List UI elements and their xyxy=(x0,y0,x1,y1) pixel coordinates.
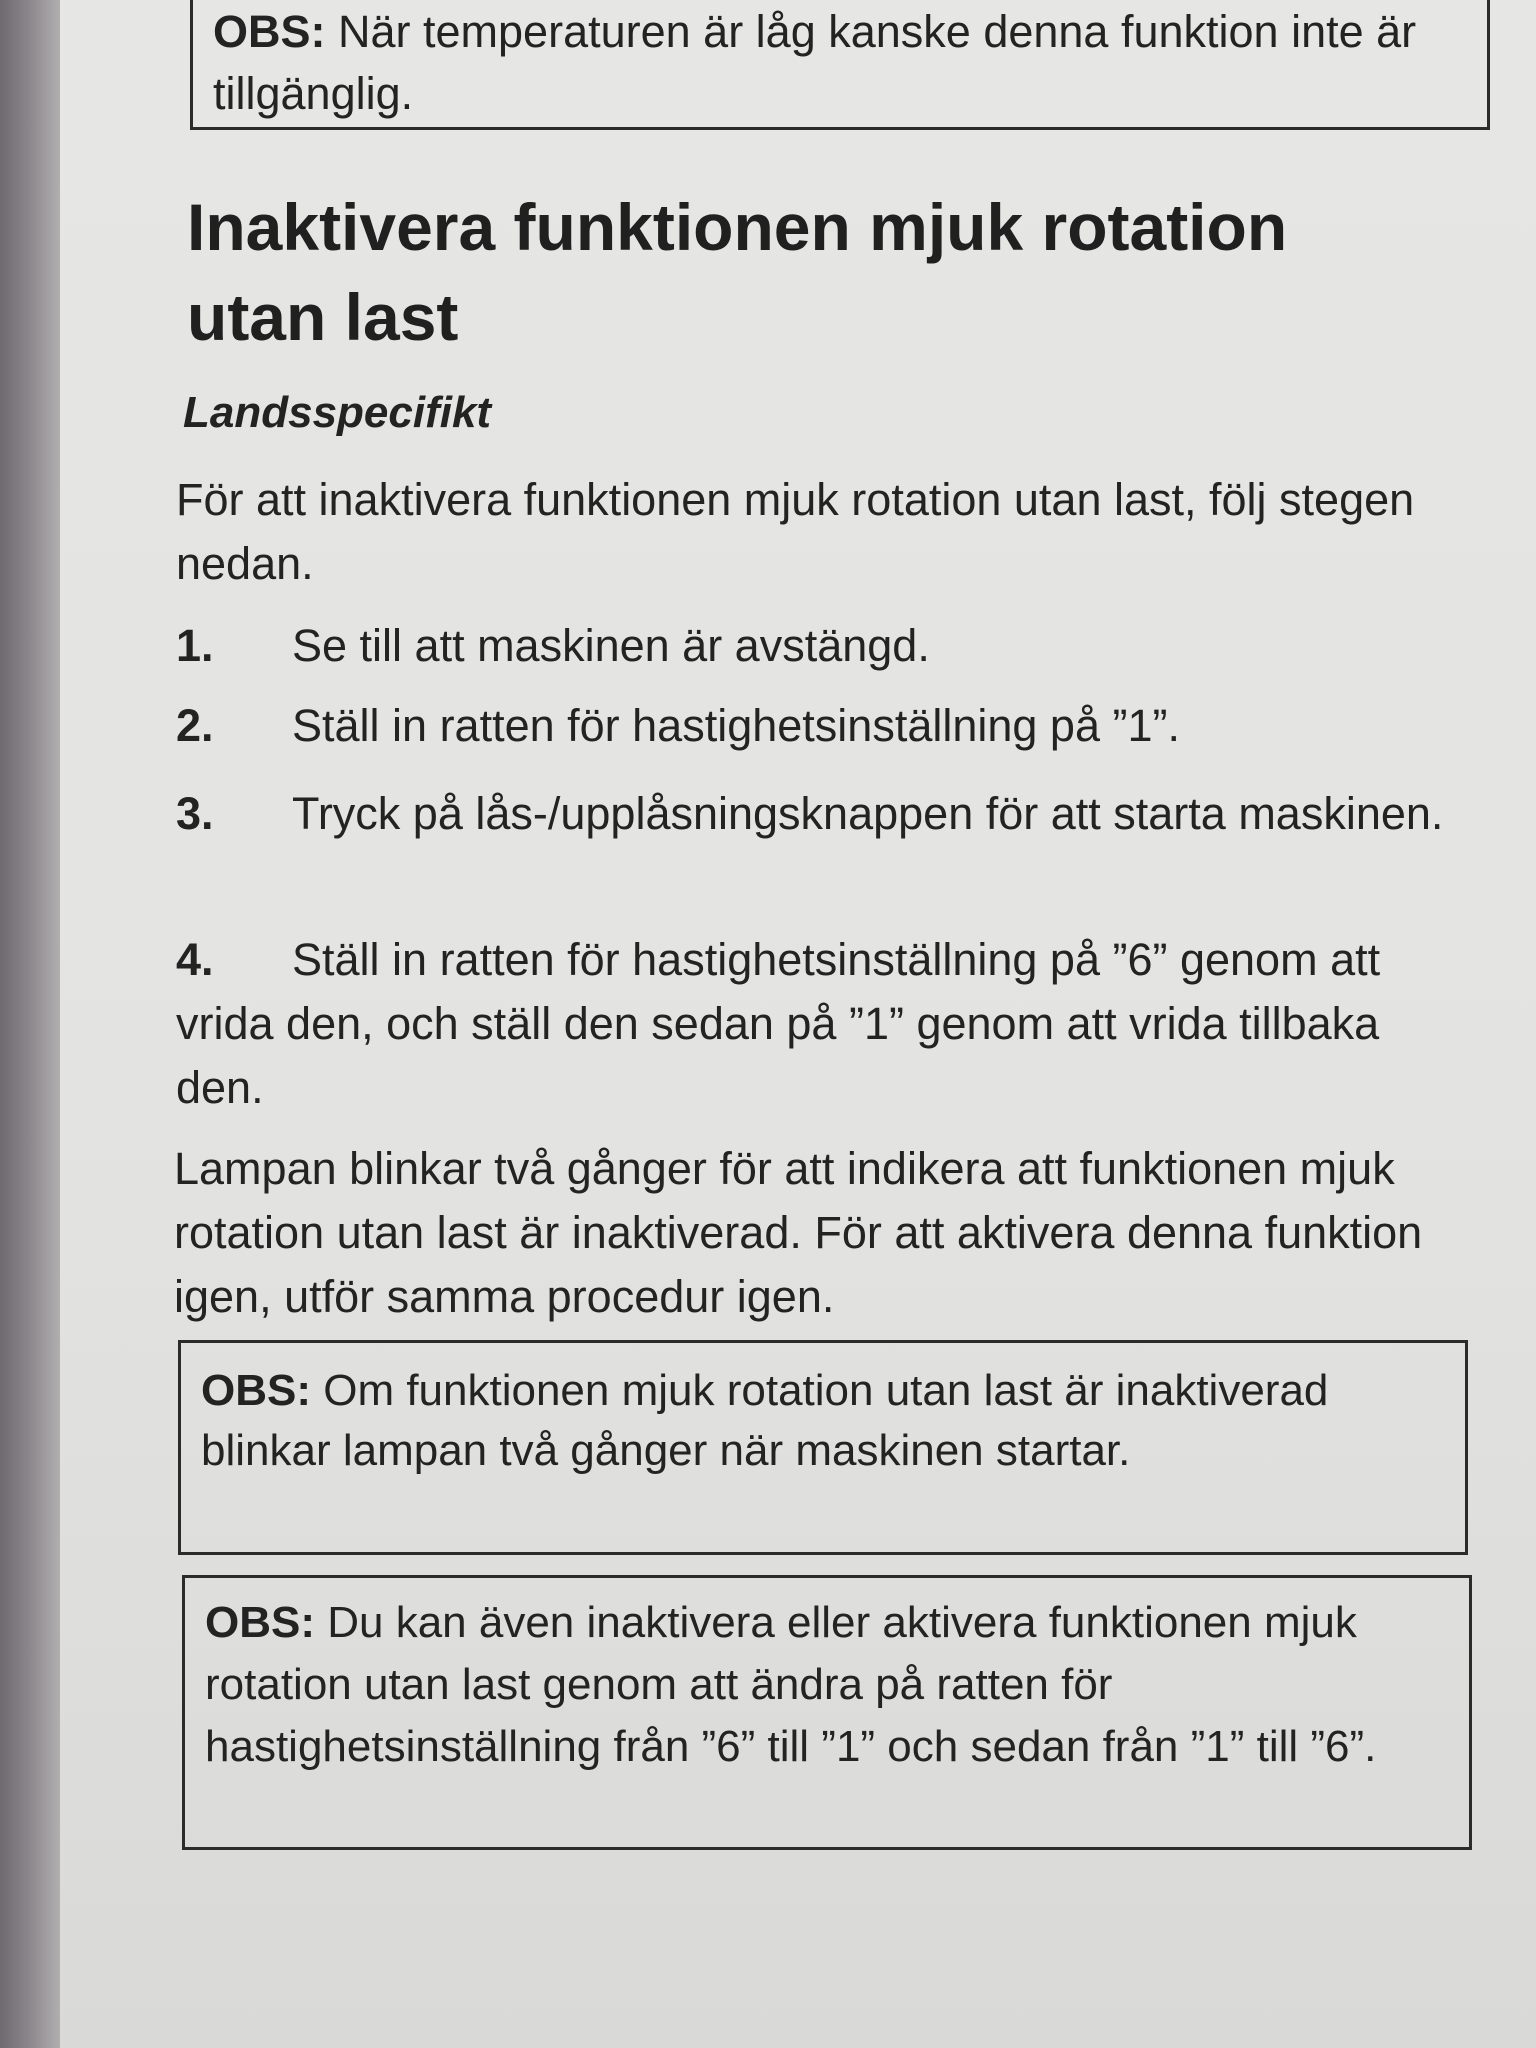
note-box-temperature xyxy=(190,0,1490,130)
step-text: Tryck på lås-/upplåsningsknappen för att starta maskinen. xyxy=(292,788,1444,839)
step-item-3 xyxy=(176,782,1476,846)
note-text: När temperaturen är låg kanske denna funktion inte är tillgänglig. xyxy=(213,6,1417,119)
note-label: OBS: xyxy=(205,1598,315,1647)
step-text: Ställ in ratten för hastighetsinställning på ”1”. xyxy=(292,700,1180,751)
step-number: 1. xyxy=(176,620,214,671)
section-heading: Inaktivera funktionen mjuk rotation utan last xyxy=(187,190,1288,354)
step-item-1 xyxy=(176,614,1476,678)
note-label: OBS: xyxy=(213,6,326,57)
step-number: 4. xyxy=(176,934,214,985)
step-item-4 xyxy=(176,928,1476,1120)
step-text: Ställ in ratten för hastighetsinställning på ”6” genom att vrida den, och ställ den sedan på ”1” genom att vrida tillbaka den. xyxy=(176,934,1381,1113)
note-text: Om funktionen mjuk rotation utan last är inaktiverad blinkar lampan två gånger när maskinen startar. xyxy=(201,1366,1329,1475)
intro-paragraph: För att inaktivera funktionen mjuk rotation utan last, följ stegen nedan. xyxy=(176,474,1415,589)
note-text: Du kan även inaktivera eller aktivera funktionen mjuk rotation utan last genom att ändra på ratten för hastighetsinställning från ”6” till ”1” och sedan från ”1” till ”6”. xyxy=(205,1598,1377,1771)
note-box-lamp-blink xyxy=(178,1340,1468,1555)
step-number: 2. xyxy=(176,700,214,751)
note-box-dial-toggle xyxy=(182,1575,1472,1850)
step-number: 3. xyxy=(176,788,214,839)
country-specific-label: Landsspecifikt xyxy=(183,388,492,437)
step-text: Se till att maskinen är avstängd. xyxy=(292,620,930,671)
step-item-2 xyxy=(176,694,1476,758)
note-label: OBS: xyxy=(201,1366,311,1415)
lamp-paragraph: Lampan blinkar två gånger för att indikera att funktionen mjuk rotation utan last är inaktiverad. För att aktivera denna funktion igen, utför samma procedur igen. xyxy=(174,1143,1423,1322)
